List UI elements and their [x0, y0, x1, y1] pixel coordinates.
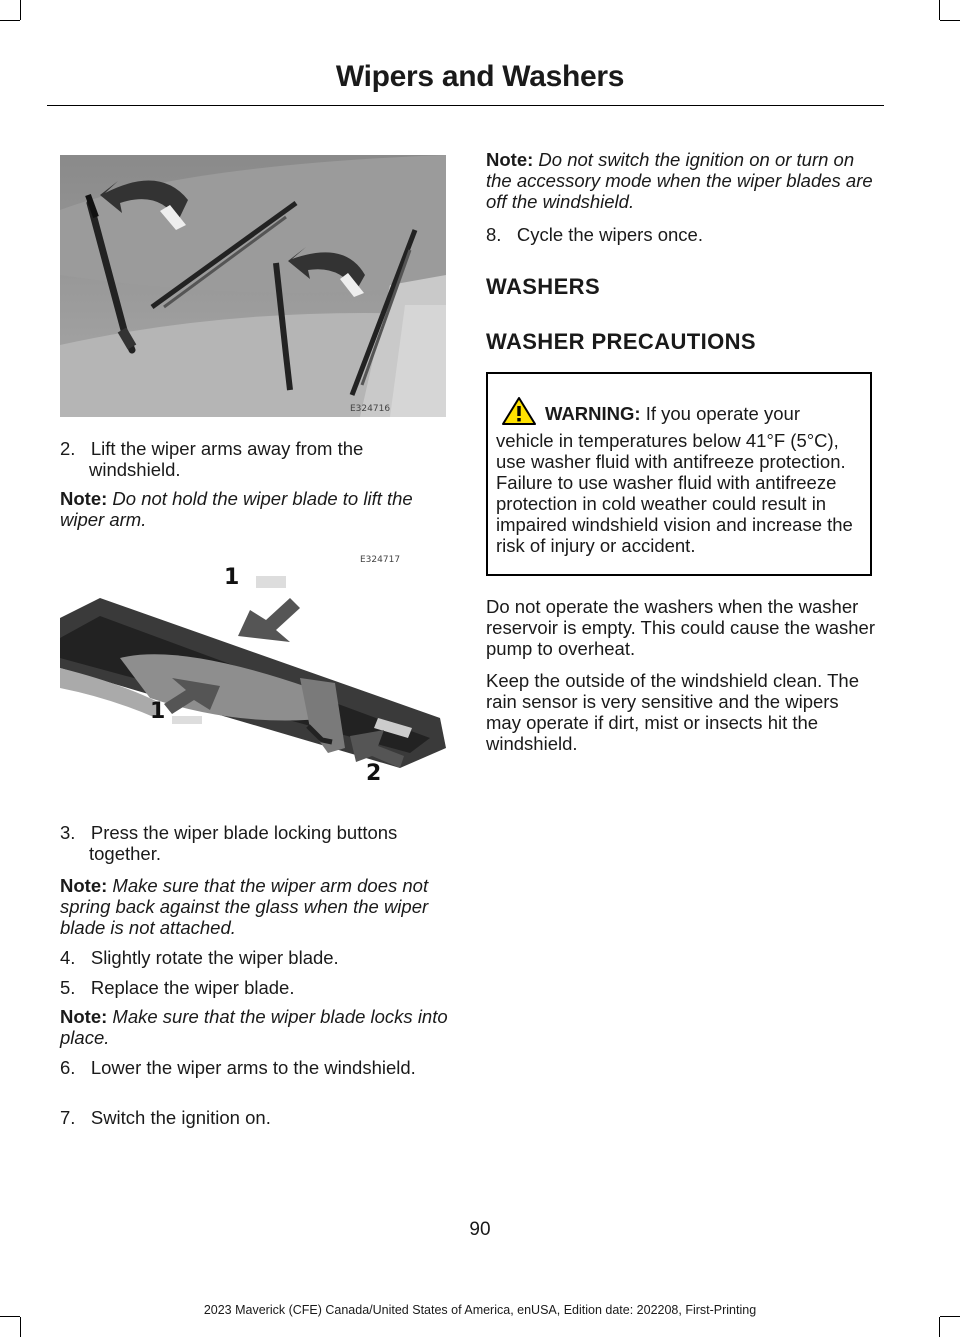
step-7: 7. Switch the ignition on.: [60, 1107, 271, 1128]
note-3: Note: Make sure that the wiper blade locks into place.: [60, 1006, 448, 1048]
crop-mark: [20, 1317, 21, 1337]
paragraph-washer-reservoir: Do not operate the washers when the washer reservoir is empty. This could cause the washer pump to overheat.: [486, 596, 876, 659]
crop-mark: [940, 20, 960, 21]
section-heading-washer-precautions: WASHER PRECAUTIONS: [486, 329, 756, 354]
step-5: 5. Replace the wiper blade.: [60, 977, 295, 998]
figure-wiper-blade-locking-buttons: [60, 548, 446, 786]
warning-triangle-icon: [501, 396, 537, 430]
page-number: 90: [469, 1219, 491, 1240]
figure-code: E324717: [360, 555, 401, 565]
step-6: 6. Lower the wiper arms to the windshield.: [60, 1057, 416, 1078]
figure-code: E324716: [350, 404, 391, 414]
warning-label: WARNING:: [545, 403, 641, 424]
crop-mark: [939, 0, 940, 20]
step-2: 2. Lift the wiper arms away from the windshield.: [60, 438, 364, 480]
crop-mark: [939, 1317, 940, 1337]
header-divider: [47, 105, 884, 106]
step-3: 3. Press the wiper blade locking buttons together.: [60, 822, 398, 864]
figure-wiper-arms-lifted: [60, 155, 446, 417]
note-1: Note: Do not hold the wiper blade to lift the wiper arm.: [60, 488, 413, 530]
section-heading-washers: WASHERS: [486, 274, 601, 299]
warning-box: [486, 372, 872, 576]
note-4: Note: Do not switch the ignition on or turn on the accessory mode when the wiper blades are off the windshield.: [486, 149, 873, 212]
note-2: Note: Make sure that the wiper arm does not spring back against the glass when the wiper blade is not attached.: [60, 875, 429, 938]
callout-1: 1: [150, 699, 166, 724]
page-title: Wipers and Washers: [335, 60, 625, 93]
footer-text: 2023 Maverick (CFE) Canada/United States of America, enUSA, Edition date: 202208, First-Printing: [203, 1303, 757, 1317]
crop-mark: [20, 0, 21, 20]
step-8: 8. Cycle the wipers once.: [486, 224, 703, 245]
callout-1: 1: [224, 565, 240, 590]
warning-text: If you operate your vehicle in temperatures below 41°F (5°C), use washer fluid with antifreeze protection. Failure to use washer fluid with antifreeze protection in cold weather could result in impaired windshield vision and increase the risk of injury or accident.: [496, 403, 853, 556]
step-4: 4. Slightly rotate the wiper blade.: [60, 947, 339, 968]
paragraph-rain-sensor: Keep the outside of the windshield clean. The rain sensor is very sensitive and the wipers may operate if dirt, mist or insects hit the windshield.: [486, 670, 859, 754]
callout-2: 2: [366, 761, 382, 786]
crop-mark: [0, 20, 20, 21]
